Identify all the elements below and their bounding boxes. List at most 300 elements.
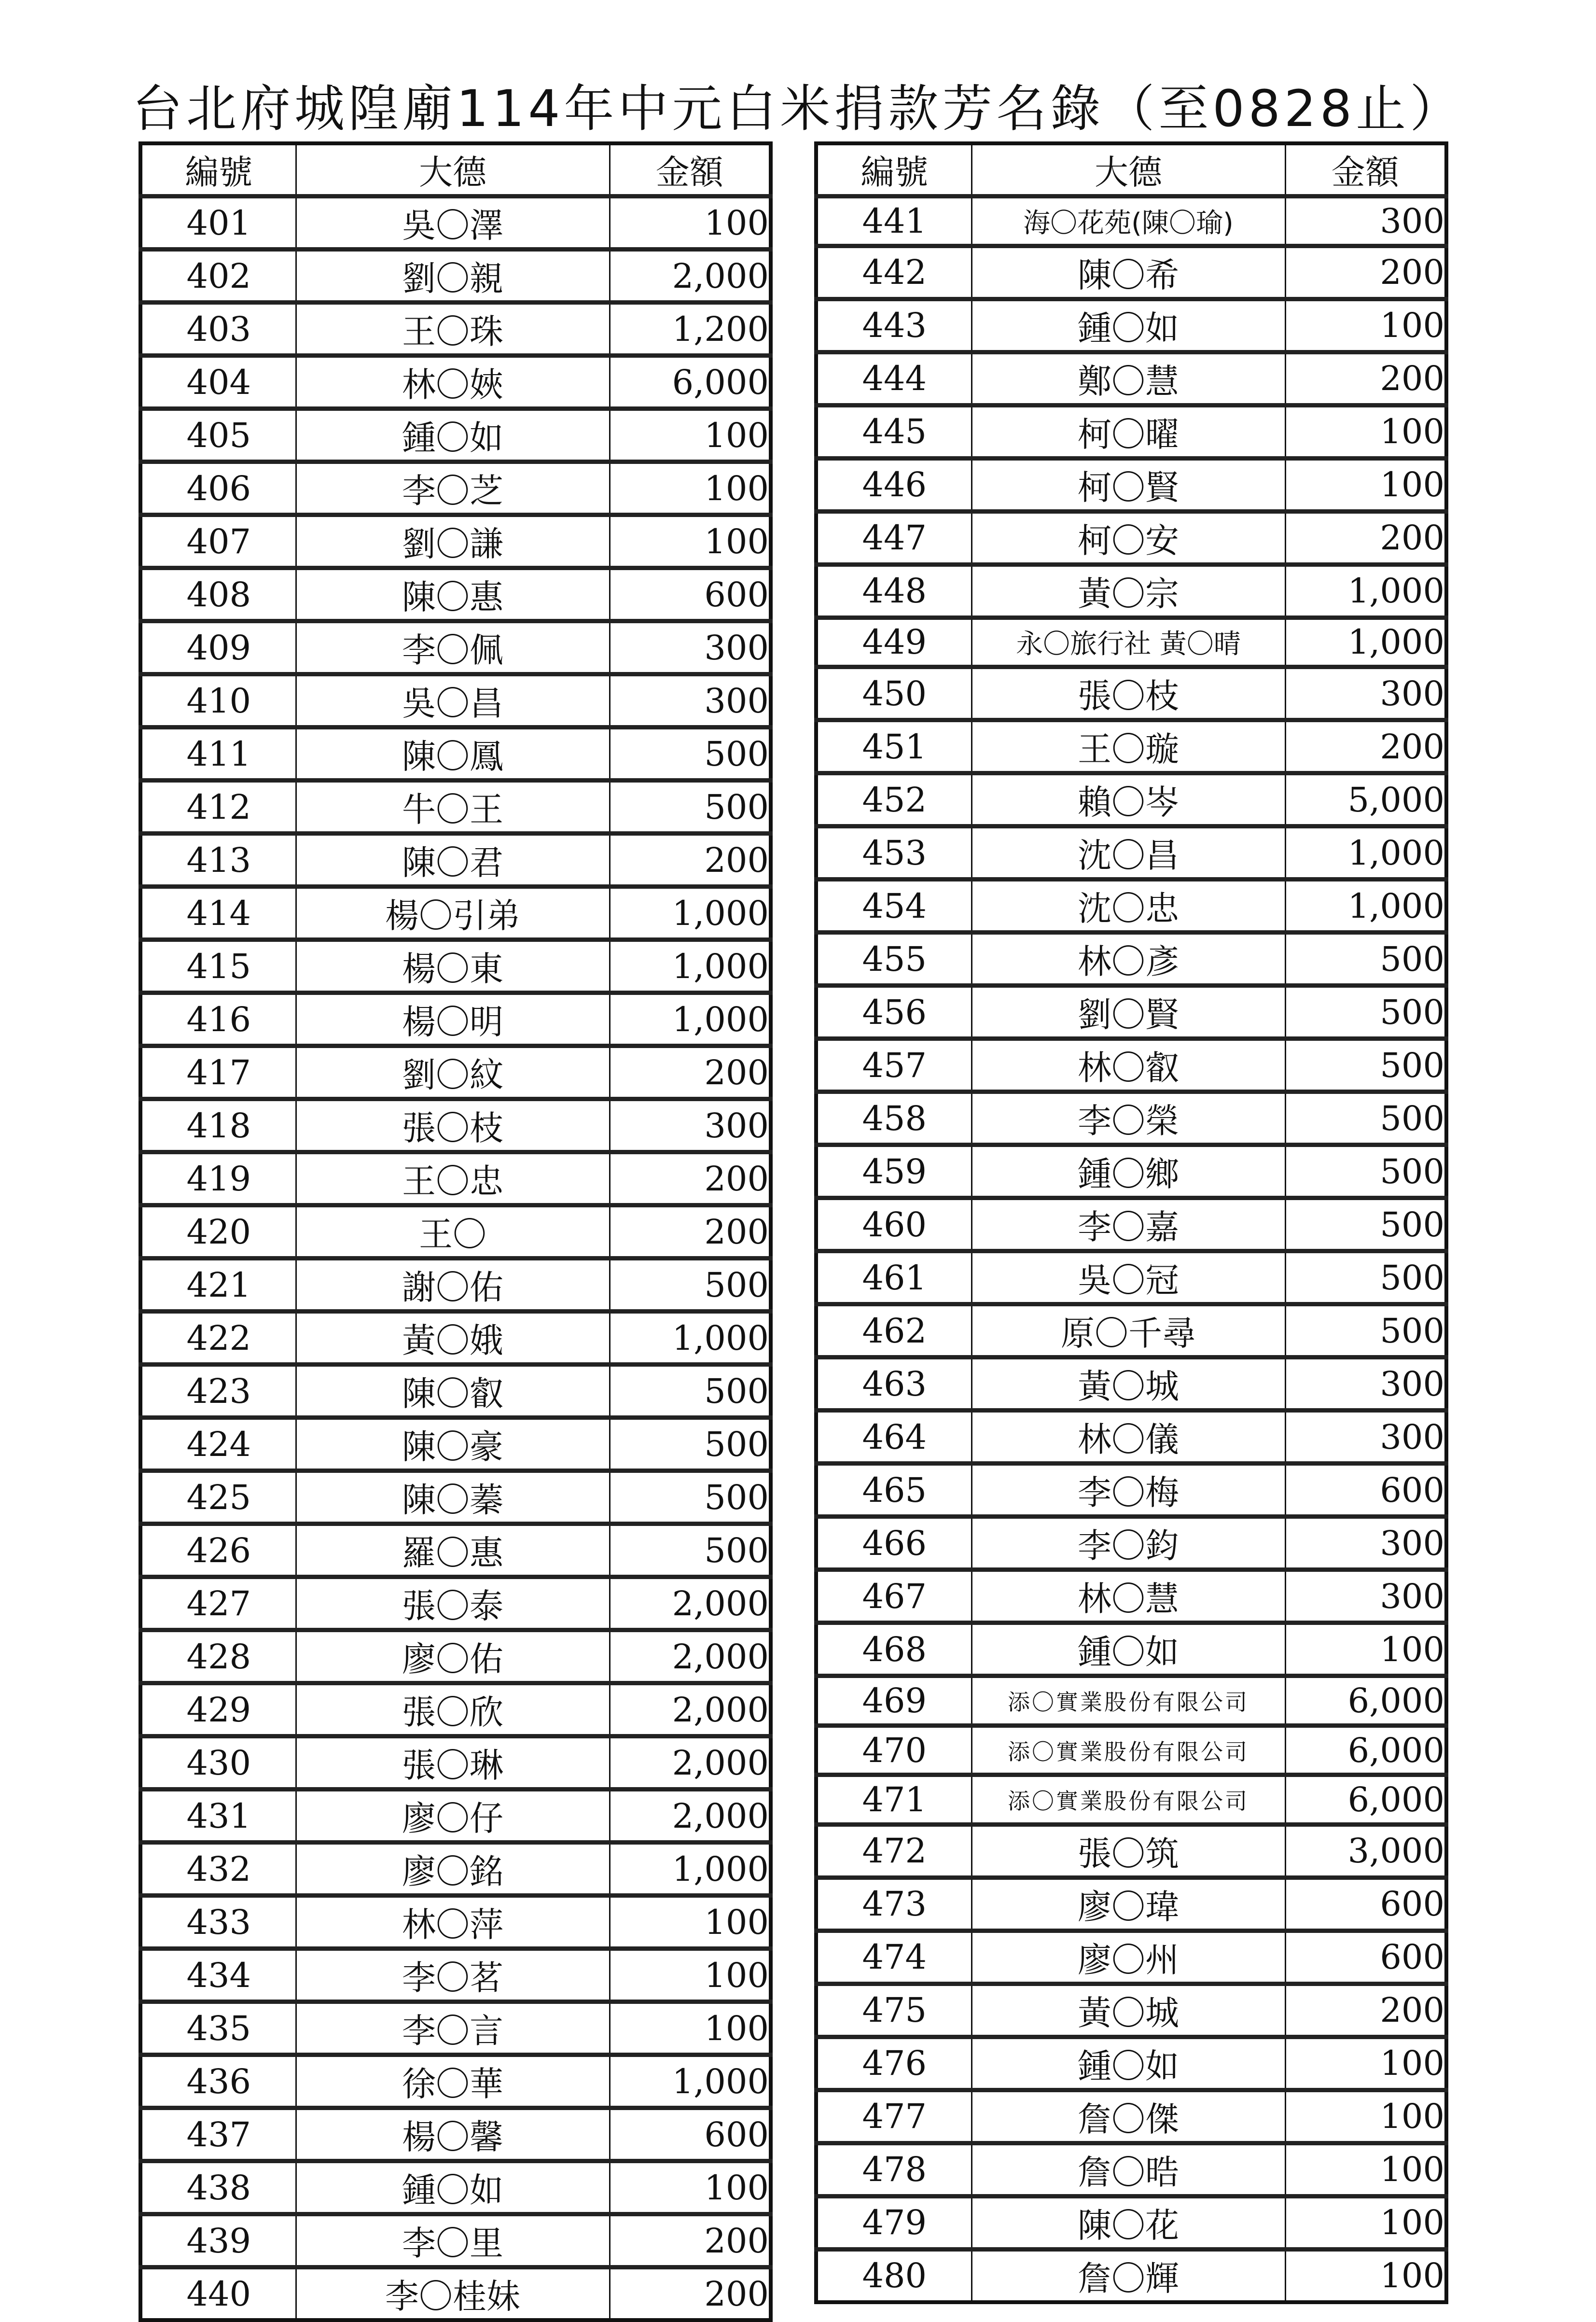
cell-amount: 500 (1285, 1145, 1446, 1198)
table-row (816, 564, 1446, 617)
cell-number: 401 (140, 196, 296, 250)
cell-number: 438 (140, 2161, 296, 2214)
cell-name: 陳〇君 (296, 834, 610, 887)
table-row (140, 2267, 771, 2321)
cell-number: 468 (816, 1623, 971, 1676)
cell-amount: 2,000 (610, 1790, 771, 1843)
cell-amount: 6,000 (1285, 1775, 1446, 1825)
table-row (140, 1790, 771, 1843)
table-row (140, 1949, 771, 2002)
cell-amount: 500 (1285, 1198, 1446, 1251)
table-row (140, 1099, 771, 1152)
cell-number: 430 (140, 1736, 296, 1790)
cell-name: 楊〇東 (296, 940, 610, 993)
table-row (140, 356, 771, 409)
cell-name: 劉〇紋 (296, 1046, 610, 1099)
cell-amount: 500 (610, 1471, 771, 1524)
table-row (816, 405, 1446, 458)
table-row (816, 1517, 1446, 1570)
cell-number: 440 (140, 2267, 296, 2321)
cell-number: 442 (816, 246, 971, 299)
cell-amount: 200 (610, 1205, 771, 1259)
table-row (140, 1046, 771, 1099)
cell-number: 421 (140, 1259, 296, 1312)
table-header-row (140, 143, 771, 196)
cell-number: 454 (816, 880, 971, 933)
cell-name: 添〇實業股份有限公司 (971, 1676, 1285, 1726)
cell-amount: 500 (610, 1418, 771, 1471)
cell-number: 439 (140, 2214, 296, 2267)
cell-name: 沈〇昌 (971, 826, 1285, 880)
cell-number: 458 (816, 1092, 971, 1145)
table-row (816, 196, 1446, 246)
cell-amount: 200 (610, 834, 771, 887)
cell-number: 423 (140, 1365, 296, 1418)
cell-name: 李〇佩 (296, 621, 610, 674)
table-row (140, 1205, 771, 1259)
table-row (816, 1092, 1446, 1145)
table-row (816, 1877, 1446, 1930)
cell-name: 王〇 (296, 1205, 610, 1259)
cell-number: 436 (140, 2055, 296, 2108)
cell-number: 457 (816, 1039, 971, 1092)
cell-name: 原〇千尋 (971, 1304, 1285, 1357)
cell-name: 李〇嘉 (971, 1198, 1285, 1251)
cell-name: 陳〇叡 (296, 1365, 610, 1418)
cell-number: 465 (816, 1464, 971, 1517)
cell-name: 林〇儀 (971, 1411, 1285, 1464)
cell-name: 添〇實業股份有限公司 (971, 1725, 1285, 1775)
cell-amount: 100 (610, 1949, 771, 2002)
table-row (140, 2214, 771, 2267)
cell-amount: 6,000 (1285, 1676, 1446, 1726)
cell-amount: 100 (1285, 1623, 1446, 1676)
cell-number: 447 (816, 511, 971, 564)
table-row (816, 1984, 1446, 2037)
cell-amount: 300 (1285, 196, 1446, 246)
cell-name: 羅〇惠 (296, 1524, 610, 1577)
cell-name: 李〇榮 (971, 1092, 1285, 1145)
cell-number: 434 (140, 1949, 296, 2002)
cell-amount: 200 (1285, 511, 1446, 564)
cell-name: 鍾〇鄉 (971, 1145, 1285, 1198)
cell-amount: 3,000 (1285, 1824, 1446, 1877)
cell-amount: 100 (610, 2161, 771, 2214)
cell-name: 鄭〇慧 (971, 352, 1285, 405)
cell-amount: 500 (610, 1524, 771, 1577)
cell-amount: 600 (1285, 1930, 1446, 1984)
table-row (140, 2002, 771, 2055)
cell-name: 廖〇銘 (296, 1843, 610, 1896)
cell-name: 吳〇昌 (296, 674, 610, 727)
table-row (140, 409, 771, 462)
cell-amount: 500 (610, 781, 771, 834)
cell-amount: 200 (1285, 246, 1446, 299)
table-row (140, 727, 771, 781)
table-row (140, 462, 771, 515)
cell-amount: 2,000 (610, 1736, 771, 1790)
cell-name: 李〇桂妹 (296, 2267, 610, 2321)
cell-number: 426 (140, 1524, 296, 1577)
cell-number: 467 (816, 1570, 971, 1623)
cell-name: 張〇枝 (296, 1099, 610, 1152)
cell-number: 433 (140, 1896, 296, 1949)
cell-number: 474 (816, 1930, 971, 1984)
cell-name: 詹〇傑 (971, 2090, 1285, 2143)
cell-name: 李〇芝 (296, 462, 610, 515)
cell-name: 李〇鈞 (971, 1517, 1285, 1570)
table-row (816, 458, 1446, 511)
cell-number: 462 (816, 1304, 971, 1357)
cell-name: 林〇叡 (971, 1039, 1285, 1092)
cell-amount: 6,000 (610, 356, 771, 409)
cell-name: 廖〇佑 (296, 1630, 610, 1683)
cell-number: 470 (816, 1725, 971, 1775)
table-row (140, 1736, 771, 1790)
table-row (816, 1039, 1446, 1092)
cell-number: 408 (140, 568, 296, 621)
cell-number: 420 (140, 1205, 296, 1259)
cell-name: 鍾〇如 (971, 1623, 1285, 1676)
cell-name: 王〇璇 (971, 720, 1285, 773)
cell-name: 柯〇安 (971, 511, 1285, 564)
table-row (816, 1623, 1446, 1676)
cell-number: 414 (140, 887, 296, 940)
table-row (816, 2196, 1446, 2249)
cell-amount: 2,000 (610, 1577, 771, 1630)
table-row (140, 303, 771, 356)
cell-amount: 300 (610, 1099, 771, 1152)
table-row (140, 1365, 771, 1418)
header-name: 大德 (296, 143, 610, 196)
cell-amount: 300 (1285, 1411, 1446, 1464)
cell-name: 沈〇忠 (971, 880, 1285, 933)
page-title: 台北府城隍廟114年中元白米捐款芳名錄（至0828止） (132, 79, 1464, 138)
table-row (140, 1471, 771, 1524)
table-row (816, 1357, 1446, 1411)
cell-amount: 100 (610, 1896, 771, 1949)
table-row (816, 1145, 1446, 1198)
cell-amount: 100 (1285, 2196, 1446, 2249)
cell-name: 柯〇曜 (971, 405, 1285, 458)
cell-number: 407 (140, 515, 296, 568)
cell-amount: 2,000 (610, 250, 771, 303)
cell-number: 419 (140, 1152, 296, 1205)
cell-amount: 200 (1285, 352, 1446, 405)
cell-number: 449 (816, 617, 971, 667)
cell-number: 459 (816, 1145, 971, 1198)
cell-number: 471 (816, 1775, 971, 1825)
table-row (816, 617, 1446, 667)
cell-number: 460 (816, 1198, 971, 1251)
cell-amount: 500 (1285, 1304, 1446, 1357)
cell-amount: 300 (610, 674, 771, 727)
table-row (140, 674, 771, 727)
table-row (816, 880, 1446, 933)
cell-amount: 100 (610, 515, 771, 568)
cell-name: 陳〇花 (971, 2196, 1285, 2249)
cell-name: 林〇彥 (971, 933, 1285, 986)
cell-name: 李〇茗 (296, 1949, 610, 2002)
cell-name: 陳〇豪 (296, 1418, 610, 1471)
cell-number: 456 (816, 986, 971, 1039)
cell-name: 陳〇鳳 (296, 727, 610, 781)
cell-name: 張〇琳 (296, 1736, 610, 1790)
cell-name: 鍾〇如 (971, 299, 1285, 352)
table-row (816, 1824, 1446, 1877)
cell-amount: 1,000 (610, 1843, 771, 1896)
cell-number: 451 (816, 720, 971, 773)
cell-amount: 100 (610, 196, 771, 250)
table-row (816, 933, 1446, 986)
table-row (816, 986, 1446, 1039)
table-row (816, 1304, 1446, 1357)
cell-amount: 300 (1285, 1357, 1446, 1411)
cell-name: 黃〇宗 (971, 564, 1285, 617)
cell-amount: 2,000 (610, 1683, 771, 1736)
table-row (140, 196, 771, 250)
cell-amount: 100 (1285, 458, 1446, 511)
cell-number: 445 (816, 405, 971, 458)
cell-name: 黃〇娥 (296, 1312, 610, 1365)
cell-name: 徐〇華 (296, 2055, 610, 2108)
cell-number: 444 (816, 352, 971, 405)
cell-number: 415 (140, 940, 296, 993)
cell-name: 詹〇晧 (971, 2143, 1285, 2196)
cell-number: 479 (816, 2196, 971, 2249)
header-number: 編號 (140, 143, 296, 196)
header-number: 編號 (816, 143, 971, 196)
table-row (816, 246, 1446, 299)
table-row (816, 1464, 1446, 1517)
cell-number: 477 (816, 2090, 971, 2143)
cell-amount: 100 (1285, 2090, 1446, 2143)
cell-amount: 500 (1285, 986, 1446, 1039)
cell-name: 鍾〇如 (296, 2161, 610, 2214)
table-row (816, 1570, 1446, 1623)
cell-number: 463 (816, 1357, 971, 1411)
table-row (140, 887, 771, 940)
cell-number: 412 (140, 781, 296, 834)
donor-table-left (139, 141, 773, 2322)
table-row (140, 1577, 771, 1630)
cell-number: 446 (816, 458, 971, 511)
cell-name: 李〇梅 (971, 1464, 1285, 1517)
cell-name: 陳〇惠 (296, 568, 610, 621)
cell-name: 劉〇親 (296, 250, 610, 303)
cell-name: 陳〇希 (971, 246, 1285, 299)
cell-amount: 500 (610, 1365, 771, 1418)
cell-amount: 200 (1285, 720, 1446, 773)
table-row (140, 1312, 771, 1365)
cell-number: 416 (140, 993, 296, 1046)
cell-number: 409 (140, 621, 296, 674)
cell-number: 466 (816, 1517, 971, 1570)
cell-name: 吳〇澤 (296, 196, 610, 250)
table-row (816, 1930, 1446, 1984)
cell-number: 411 (140, 727, 296, 781)
cell-amount: 200 (610, 2267, 771, 2321)
cell-number: 413 (140, 834, 296, 887)
cell-name: 永〇旅行社 黃〇晴 (971, 617, 1285, 667)
cell-number: 472 (816, 1824, 971, 1877)
cell-amount: 100 (610, 2002, 771, 2055)
table-row (140, 1896, 771, 1949)
cell-amount: 1,000 (610, 2055, 771, 2108)
cell-amount: 6,000 (1285, 1725, 1446, 1775)
cell-amount: 300 (1285, 667, 1446, 720)
cell-amount: 500 (1285, 933, 1446, 986)
cell-number: 450 (816, 667, 971, 720)
cell-amount: 600 (1285, 1464, 1446, 1517)
table-row (816, 352, 1446, 405)
cell-name: 李〇里 (296, 2214, 610, 2267)
table-row (816, 1676, 1446, 1726)
cell-number: 432 (140, 1843, 296, 1896)
cell-amount: 1,000 (610, 1312, 771, 1365)
cell-number: 424 (140, 1418, 296, 1471)
cell-name: 張〇欣 (296, 1683, 610, 1736)
cell-name: 廖〇州 (971, 1930, 1285, 1984)
table-row (816, 2143, 1446, 2196)
table-row (140, 2055, 771, 2108)
cell-amount: 2,000 (610, 1630, 771, 1683)
cell-amount: 500 (1285, 1092, 1446, 1145)
table-row (816, 826, 1446, 880)
cell-name: 廖〇瑋 (971, 1877, 1285, 1930)
cell-amount: 500 (1285, 1251, 1446, 1304)
cell-amount: 600 (610, 568, 771, 621)
cell-name: 添〇實業股份有限公司 (971, 1775, 1285, 1825)
cell-amount: 200 (610, 2214, 771, 2267)
cell-number: 437 (140, 2108, 296, 2161)
cell-amount: 100 (610, 462, 771, 515)
cell-number: 402 (140, 250, 296, 303)
cell-name: 吳〇冠 (971, 1251, 1285, 1304)
cell-name: 李〇言 (296, 2002, 610, 2055)
cell-number: 410 (140, 674, 296, 727)
cell-amount: 1,200 (610, 303, 771, 356)
cell-amount: 1,000 (1285, 826, 1446, 880)
cell-number: 441 (816, 196, 971, 246)
cell-name: 陳〇蓁 (296, 1471, 610, 1524)
cell-number: 476 (816, 2037, 971, 2090)
cell-number: 403 (140, 303, 296, 356)
cell-amount: 1,000 (1285, 564, 1446, 617)
table-row (140, 940, 771, 993)
cell-amount: 600 (1285, 1877, 1446, 1930)
cell-number: 475 (816, 1984, 971, 2037)
table-row (816, 773, 1446, 826)
table-row (140, 2161, 771, 2214)
table-row (816, 1251, 1446, 1304)
cell-name: 柯〇賢 (971, 458, 1285, 511)
donor-table-right (814, 141, 1448, 2304)
cell-name: 詹〇輝 (971, 2249, 1285, 2302)
cell-name: 廖〇仔 (296, 1790, 610, 1843)
table-row (816, 1725, 1446, 1775)
cell-number: 406 (140, 462, 296, 515)
cell-name: 王〇忠 (296, 1152, 610, 1205)
cell-amount: 300 (1285, 1517, 1446, 1570)
cell-name: 海〇花苑(陳〇瑜) (971, 196, 1285, 246)
table-row (140, 568, 771, 621)
cell-number: 405 (140, 409, 296, 462)
cell-name: 賴〇岑 (971, 773, 1285, 826)
table-row (816, 1198, 1446, 1251)
cell-amount: 5,000 (1285, 773, 1446, 826)
cell-number: 428 (140, 1630, 296, 1683)
cell-amount: 100 (610, 409, 771, 462)
cell-name: 王〇珠 (296, 303, 610, 356)
cell-name: 劉〇謙 (296, 515, 610, 568)
cell-number: 431 (140, 1790, 296, 1843)
header-amount: 金額 (1285, 143, 1446, 196)
cell-number: 429 (140, 1683, 296, 1736)
table-row (816, 1775, 1446, 1825)
cell-number: 404 (140, 356, 296, 409)
table-row (140, 1418, 771, 1471)
cell-number: 464 (816, 1411, 971, 1464)
cell-name: 鍾〇如 (971, 2037, 1285, 2090)
cell-amount: 200 (610, 1046, 771, 1099)
cell-name: 謝〇佑 (296, 1259, 610, 1312)
cell-amount: 300 (610, 621, 771, 674)
cell-name: 林〇萍 (296, 1896, 610, 1949)
cell-number: 443 (816, 299, 971, 352)
cell-number: 453 (816, 826, 971, 880)
cell-number: 448 (816, 564, 971, 617)
table-header-row (816, 143, 1446, 196)
cell-number: 478 (816, 2143, 971, 2196)
cell-amount: 100 (1285, 2037, 1446, 2090)
cell-amount: 100 (1285, 405, 1446, 458)
cell-name: 林〇慧 (971, 1570, 1285, 1623)
cell-amount: 200 (610, 1152, 771, 1205)
table-row (140, 250, 771, 303)
table-row (140, 781, 771, 834)
table-row (140, 834, 771, 887)
cell-name: 楊〇明 (296, 993, 610, 1046)
table-row (140, 621, 771, 674)
cell-name: 楊〇引弟 (296, 887, 610, 940)
cell-amount: 100 (1285, 299, 1446, 352)
table-row (140, 1259, 771, 1312)
cell-number: 469 (816, 1676, 971, 1726)
cell-name: 牛〇王 (296, 781, 610, 834)
cell-number: 455 (816, 933, 971, 986)
cell-name: 黃〇城 (971, 1357, 1285, 1411)
cell-number: 461 (816, 1251, 971, 1304)
cell-name: 劉〇賢 (971, 986, 1285, 1039)
cell-number: 480 (816, 2249, 971, 2302)
cell-name: 楊〇馨 (296, 2108, 610, 2161)
cell-number: 422 (140, 1312, 296, 1365)
table-row (140, 1630, 771, 1683)
cell-name: 張〇枝 (971, 667, 1285, 720)
table-row (140, 993, 771, 1046)
cell-amount: 100 (1285, 2249, 1446, 2302)
cell-number: 418 (140, 1099, 296, 1152)
cell-amount: 1,000 (1285, 617, 1446, 667)
table-row (140, 1152, 771, 1205)
table-row (140, 2108, 771, 2161)
cell-amount: 300 (1285, 1570, 1446, 1623)
cell-number: 427 (140, 1577, 296, 1630)
cell-amount: 100 (1285, 2143, 1446, 2196)
cell-number: 417 (140, 1046, 296, 1099)
cell-amount: 1,000 (610, 887, 771, 940)
